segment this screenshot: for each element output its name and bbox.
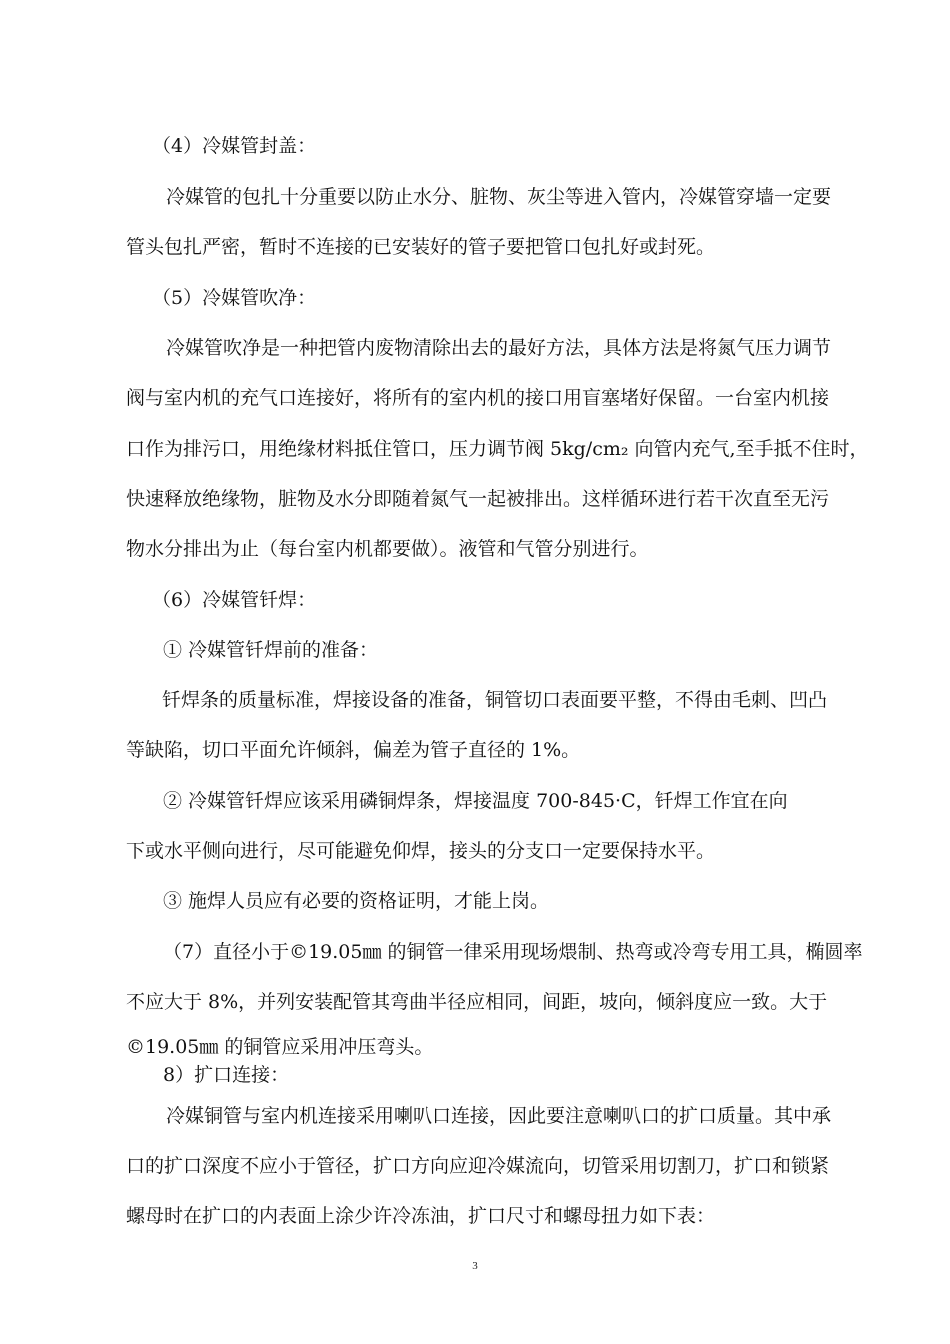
paragraph-line: 口的扩口深度不应小于管径，扩口方向应迎冷媒流向，切管采用切割刀，扩口和锁紧 xyxy=(126,1155,830,1177)
heading-5-refrigerant-pipe-purging: （5）冷媒管吹净： xyxy=(152,287,317,309)
list-item-1: ① 冷媒管钎焊前的准备： xyxy=(163,639,379,661)
paragraph-line: 口作为排污口，用绝缘材料抵住管口，压力调节阀 5kg/cm₂ 向管内充气,至手抵不住时， xyxy=(126,438,869,460)
page-number: 3 xyxy=(472,1260,478,1272)
heading-4-refrigerant-pipe-sealing: （4）冷媒管封盖： xyxy=(152,135,317,157)
paragraph-line: 等缺陷，切口平面允许倾斜，偏差为管子直径的 1%。 xyxy=(126,739,581,761)
paragraph-7-line: （7）直径小于©19.05㎜ 的铜管一律采用现场煨制、热弯或冷弯专用工具，椭圆率 xyxy=(163,941,863,963)
paragraph-line: 冷媒铜管与室内机连接采用喇叭口连接，因此要注意喇叭口的扩口质量。其中承 xyxy=(166,1105,832,1127)
paragraph-line: 钎焊条的质量标准，焊接设备的准备，铜管切口表面要平整，不得由毛刺、凹凸 xyxy=(162,689,828,711)
paragraph-line: 管头包扎严密，暂时不连接的已安装好的管子要把管口包扎好或封死。 xyxy=(126,236,716,258)
paragraph-line: ©19.05㎜ 的铜管应采用冲压弯头。 xyxy=(126,1036,434,1058)
paragraph-line: 冷媒管吹净是一种把管内废物清除出去的最好方法，具体方法是将氮气压力调节 xyxy=(166,337,832,359)
paragraph-line: 不应大于 8%，并列安装配管其弯曲半径应相同，间距，坡向，倾斜度应一致。大于 xyxy=(126,991,828,1013)
heading-8-flare-connection: 8）扩口连接： xyxy=(163,1064,290,1086)
heading-6-refrigerant-pipe-brazing: （6）冷媒管钎焊： xyxy=(152,589,317,611)
paragraph-line: 螺母时在扩口的内表面上涂少许冷冻油，扩口尺寸和螺母扭力如下表： xyxy=(126,1205,716,1227)
paragraph-line: 冷媒管的包扎十分重要以防止水分、脏物、灰尘等进入管内，冷媒管穿墙一定要 xyxy=(166,186,832,208)
paragraph-line: 下或水平侧向进行，尽可能避免仰焊，接头的分支口一定要保持水平。 xyxy=(126,840,716,862)
paragraph-line: 阀与室内机的充气口连接好，将所有的室内机的接口用盲塞堵好保留。一台室内机接 xyxy=(126,387,830,409)
list-item-3: ③ 施焊人员应有必要的资格证明，才能上岗。 xyxy=(163,890,550,912)
paragraph-line: 物水分排出为止（每台室内机都要做）。液管和气管分别进行。 xyxy=(126,538,649,560)
paragraph-line: 快速释放绝缘物，脏物及水分即随着氮气一起被排出。这样循环进行若干次直至无污 xyxy=(126,488,830,510)
list-item-2: ② 冷媒管钎焊应该采用磷铜焊条，焊接温度 700-845·C，钎焊工作宜在向 xyxy=(163,790,788,812)
